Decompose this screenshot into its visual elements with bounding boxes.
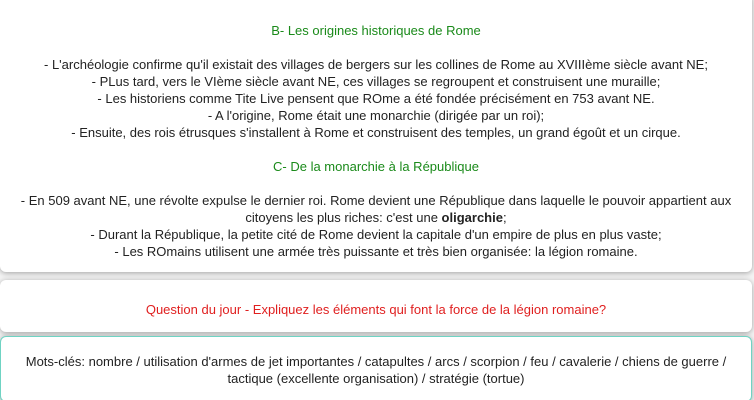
question-card [0, 280, 752, 332]
question-text: Question du jour - Expliquez les éléments qui font la force de la légion romaine? [145, 302, 607, 317]
section-c-title: C- De la monarchie à la République [273, 159, 479, 174]
section-b-line-2: - PLus tard, vers le VIème siècle avant NE, ces villages se regroupent et construisent une muraille; [91, 74, 661, 89]
section-b-line-5: - Ensuite, des rois étrusques s'installent à Rome et construisent des temples, un grand égoût et un cirque. [71, 125, 681, 140]
section-c-line-3: - Les ROmains utilisent une armée très puissante et très bien organisée: la légion romaine. [114, 244, 638, 259]
oligarchie-keyword: oligarchie [441, 210, 503, 225]
section-c-line-2: - Durant la République, la petite cité de Rome devient la capitale d'un empire de plus en plus vaste; [90, 227, 662, 242]
section-c-line-1 [10, 192, 742, 226]
section-c-line-1-end: ; [502, 210, 507, 225]
keywords-card [0, 336, 752, 400]
section-b-line-4: - A l'origine, Rome était une monarchie (dirigée par un roi); [207, 108, 545, 123]
section-c-line-1-text: - En 509 avant NE, une révolte expulse le dernier roi. Rome devient une République dans laquelle le pouvoir appartient aux citoyens les plus riches: c'est une [20, 193, 732, 225]
section-b-title: B- Les origines historiques de Rome [271, 23, 481, 38]
keywords-text: Mots-clés: nombre / utilisation d'armes de jet importantes / catapultes / arcs / scorpion / feu / cavalerie / chiens de guerre / tactique (excellente organisation) / stratégie (tortue) [25, 354, 727, 386]
section-b-line-1: - L'archéologie confirme qu'il existait des villages de bergers sur les collines de Rome au XVIIIème siècle avant NE; [44, 57, 708, 72]
section-b-line-3: - Les historiens comme Tite Live pensent que ROme a été fondée précisément en 753 avant NE. [97, 91, 655, 106]
